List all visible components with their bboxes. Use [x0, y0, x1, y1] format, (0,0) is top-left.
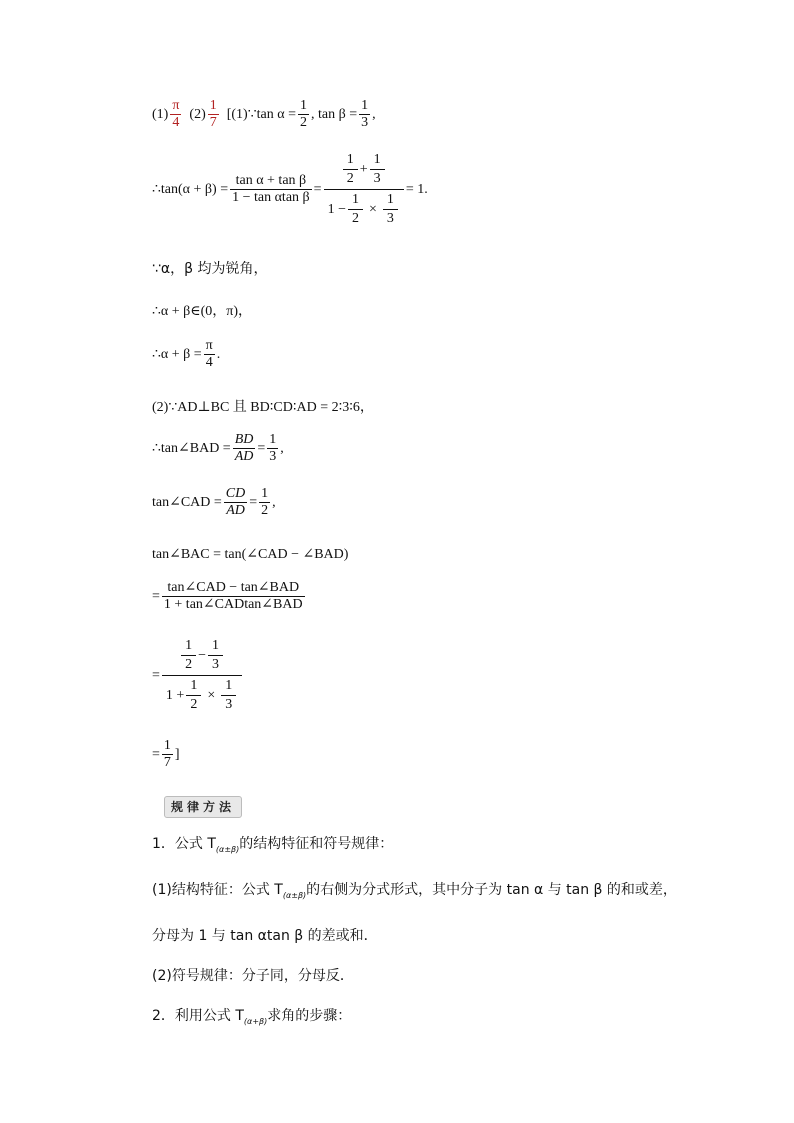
tan-cad-line: tan∠CAD = $\frac{CD}{AD}$ = $\frac{1}{2}$ , [152, 486, 276, 519]
tan-beta-fraction: $\frac{1}{3}$ [361, 98, 369, 131]
substitution-line: = $\frac{1}{2}$ − $\frac{1}{3}$ 1 + $\frac{1}{2}$ × $\frac{1}{3}$ [152, 636, 244, 715]
part2-label: (2) [189, 106, 206, 122]
tan-difference-formula-line: = $\frac{\text{tan∠CAD − tan∠BAD}}{\text{1 + tan∠CADtan∠BAD}}$ [152, 580, 303, 613]
note-2: (1)结构特征：公式 $T_{(\alpha\pm\beta)}$的右侧为分式形式，其中分子为 tan α 与 tan β 的和或差，分母为 1 与 tan αtan β 的差或和． [152, 881, 677, 944]
part1-label: (1) [152, 106, 169, 122]
note-1: 1．公式 $T_{(\alpha\pm\beta)}$的结构特征和符号规律： [152, 836, 394, 854]
method-notes [122, 824, 682, 1041]
note-4: 2．利用公式 $T_{(\alpha+\beta)}$求角的步骤： [152, 1007, 352, 1026]
tan-bac-line: tan∠BAC = tan(∠CAD − ∠BAD) [152, 547, 349, 562]
range-line: ∴α + β∈(0，π)， [152, 304, 253, 319]
tan-sum-line: ∴tan(α + β) = $\frac{\text{tan α + tan β}}{\text{1 − tan αtan β}}$ = $\frac{1}{2}$ + $\frac{1}{3}$ 1 − $\frac{1}{2}$ × $\frac{1}{3}$ = 1. [152, 150, 428, 229]
tan-sum-formula: $\frac{\text{tan α + tan β}}{\text{1 − tan αtan β}}$ [232, 173, 310, 206]
method-badge: 规律方法 [164, 796, 242, 818]
part2-given-line: (2)∵AD⊥BC 且 BD∶CD∶AD = 2∶3∶6， [152, 400, 374, 415]
answer1-fraction: $\frac{\pi}{4}$ [172, 98, 180, 131]
final-result-line: = $\frac{1}{7}$ ] [152, 738, 180, 771]
tan-alpha-fraction: $\frac{1}{2}$ [299, 98, 307, 131]
note-3: (2)符号规律：分子同，分母反． [152, 967, 354, 984]
tan-sum-compound-fraction: $\frac{1}{2}$ + $\frac{1}{3}$ 1 − $\frac{1}{2}$ × $\frac{1}{3}$ [324, 150, 404, 229]
answer-line: (1) $\frac{\pi}{4}$ (2) $\frac{1}{7}$ [(1)∵tan α = $\frac{1}{2}$ , tan β = $\frac{1}{3}$ , [152, 98, 376, 131]
tan-bad-line: ∴tan∠BAD = $\frac{BD}{AD}$ = $\frac{1}{3}$ , [152, 432, 284, 465]
angle-result-line: ∴α + β = $\frac{\pi}{4}$ . [152, 338, 221, 371]
answer2-fraction: $\frac{1}{7}$ [209, 98, 217, 131]
pi-over-4-fraction: $\frac{\pi}{4}$ [205, 338, 213, 371]
acute-angle-line: ∵α，β 均为锐角， [152, 261, 268, 277]
given-text: [(1)∵tan α = [226, 107, 296, 123]
